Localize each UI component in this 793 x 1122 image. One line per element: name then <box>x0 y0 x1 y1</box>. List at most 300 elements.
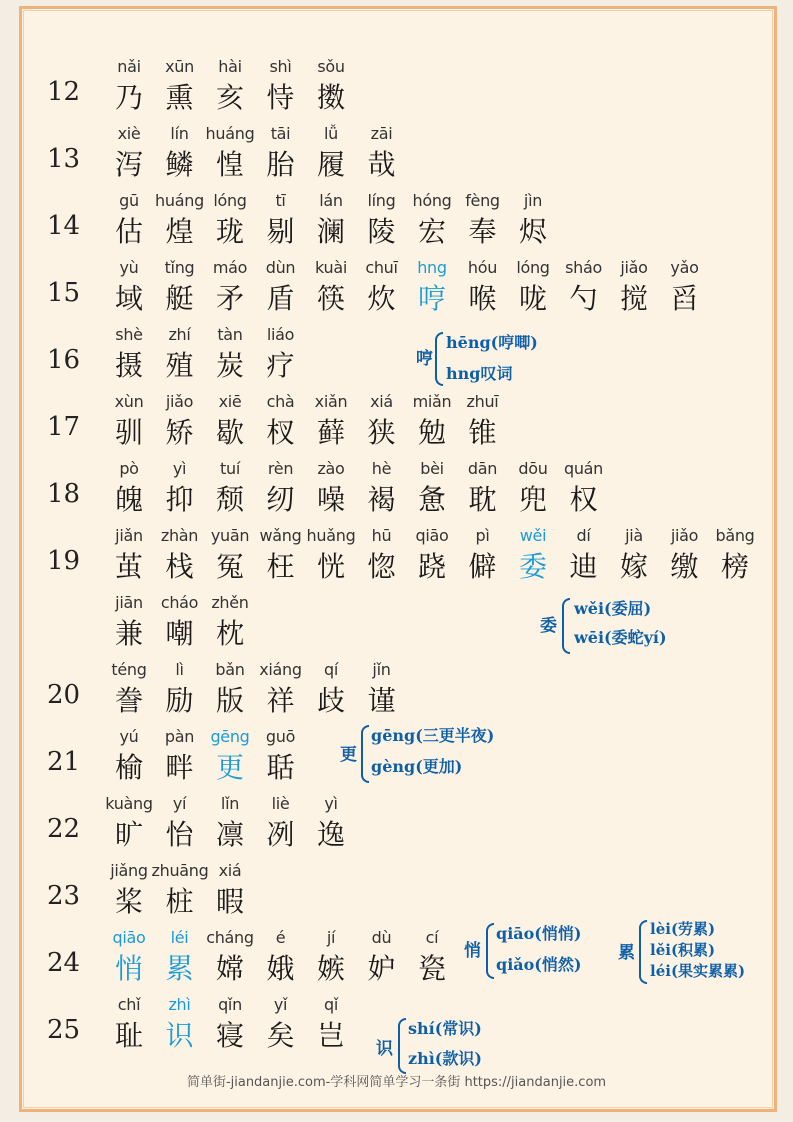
character-item <box>101 995 157 1055</box>
pinyin: wǎng <box>259 526 302 545</box>
hanzi: 泻 <box>114 148 143 181</box>
pinyin: qí <box>323 660 338 679</box>
pinyin: cí <box>425 928 439 947</box>
pinyin: kuài <box>315 258 347 277</box>
hanzi: 凛 <box>215 818 244 851</box>
note-brace <box>639 920 647 984</box>
hanzi: 耻 <box>114 1019 143 1052</box>
hanzi: 耽 <box>468 483 497 516</box>
character-item <box>354 459 410 519</box>
pinyin: é <box>275 928 286 947</box>
pinyin: cháng <box>206 928 254 947</box>
hanzi: 颓 <box>215 483 244 516</box>
character-item <box>253 526 309 586</box>
hanzi: 谨 <box>367 684 396 717</box>
pinyin: qiāo <box>112 928 146 947</box>
hanzi: 乃 <box>114 81 143 114</box>
lesson-row <box>0 794 793 858</box>
pinyin: guō <box>265 727 296 746</box>
character-item <box>253 995 309 1055</box>
hanzi: 跷 <box>417 550 446 583</box>
note-geng <box>340 721 530 781</box>
character-item <box>202 57 258 117</box>
note-line: gèng(更加) <box>371 757 463 776</box>
character-item <box>101 191 157 251</box>
character-item <box>202 861 258 921</box>
hanzi: 勉 <box>417 416 446 449</box>
character-item <box>455 459 511 519</box>
hanzi: 炊 <box>367 282 396 315</box>
pinyin: dùn <box>265 258 296 277</box>
pinyin: lǚ <box>324 124 338 143</box>
lesson-row <box>0 191 793 255</box>
hanzi: 嫦 <box>215 952 244 985</box>
character-item <box>202 660 258 720</box>
character-item <box>303 660 359 720</box>
lesson-row <box>0 258 793 322</box>
polyphone-character <box>152 928 208 988</box>
hanzi: 桩 <box>165 885 194 918</box>
pinyin: miǎn <box>412 392 452 411</box>
pinyin: xùn <box>114 392 144 411</box>
pinyin: gēng <box>210 727 250 746</box>
character-item <box>606 258 662 318</box>
pinyin: lín <box>170 124 189 143</box>
note-line: wěi(委屈) <box>574 599 652 618</box>
pinyin: sǒu <box>317 57 345 76</box>
hanzi: 僻 <box>468 550 497 583</box>
pinyin: qǐ <box>323 995 338 1014</box>
note-line: qiǎo(悄然) <box>496 955 582 974</box>
note-line: lèi(劳累) <box>650 920 716 938</box>
character-item <box>152 727 208 787</box>
hanzi: 喉 <box>468 282 497 315</box>
hanzi: 矣 <box>266 1019 295 1052</box>
character-item <box>303 526 359 586</box>
pinyin: xiáng <box>259 660 302 679</box>
character-item <box>101 861 157 921</box>
character-item <box>303 191 359 251</box>
pinyin: xiá <box>218 861 242 880</box>
note-brace <box>361 725 369 783</box>
character-item <box>152 526 208 586</box>
hanzi: 悄 <box>114 952 143 985</box>
note-line: hng叹词 <box>446 364 513 383</box>
pinyin: dān <box>467 459 498 478</box>
hanzi: 惫 <box>417 483 446 516</box>
character-item <box>404 928 460 988</box>
pinyin: líng <box>367 191 396 210</box>
character-item <box>354 928 410 988</box>
pinyin: jiǎng <box>110 861 148 880</box>
character-item <box>606 526 662 586</box>
hanzi: 煌 <box>165 215 194 248</box>
pinyin: yuān <box>210 526 250 545</box>
character-item <box>455 392 511 452</box>
note-qiao <box>464 918 614 980</box>
pinyin: hè <box>371 459 392 478</box>
hanzi: 枕 <box>215 617 244 650</box>
hanzi: 奉 <box>468 215 497 248</box>
hanzi: 誊 <box>114 684 143 717</box>
hanzi: 艇 <box>165 282 194 315</box>
hanzi: 妒 <box>367 952 396 985</box>
hanzi: 胎 <box>266 148 295 181</box>
pinyin: cháo <box>160 593 199 612</box>
character-item <box>354 660 410 720</box>
hanzi: 域 <box>114 282 143 315</box>
character-item <box>354 191 410 251</box>
note-key: 委 <box>540 616 557 636</box>
pinyin: yú <box>119 727 139 746</box>
hanzi: 冤 <box>215 550 244 583</box>
character-item <box>152 794 208 854</box>
pinyin: hóu <box>467 258 498 277</box>
hanzi: 栈 <box>165 550 194 583</box>
hanzi: 鳞 <box>165 148 194 181</box>
pinyin: jià <box>625 526 643 545</box>
hanzi: 澜 <box>316 215 345 248</box>
pinyin: liáo <box>266 325 295 344</box>
hanzi: 哉 <box>367 148 396 181</box>
character-item <box>303 459 359 519</box>
character-item <box>707 526 763 586</box>
hanzi: 榜 <box>720 550 749 583</box>
hanzi: 嘲 <box>165 617 194 650</box>
pinyin: zhì <box>168 995 191 1014</box>
hanzi: 恃 <box>266 81 295 114</box>
pinyin: shè <box>115 325 143 344</box>
character-item <box>657 258 713 318</box>
hanzi: 版 <box>215 684 244 717</box>
pinyin: hóng <box>412 191 452 210</box>
hanzi: 委 <box>518 550 547 583</box>
pinyin: zhuāng <box>151 861 209 880</box>
pinyin: kuàng <box>105 794 153 813</box>
hanzi: 冽 <box>266 818 295 851</box>
pinyin: gū <box>119 191 139 210</box>
character-item <box>455 526 511 586</box>
character-item <box>253 258 309 318</box>
character-item <box>354 124 410 184</box>
hanzi: 更 <box>215 751 244 784</box>
character-item <box>101 392 157 452</box>
note-wei <box>540 594 700 654</box>
hanzi: 兜 <box>518 483 547 516</box>
hanzi: 擞 <box>316 81 345 114</box>
character-item <box>455 258 511 318</box>
hanzi: 累 <box>165 952 194 985</box>
pinyin: hū <box>371 526 392 545</box>
pinyin: dí <box>576 526 591 545</box>
hanzi: 歧 <box>316 684 345 717</box>
hanzi: 熏 <box>165 81 194 114</box>
hanzi: 哼 <box>417 282 446 315</box>
pinyin: yì <box>324 794 338 813</box>
hanzi: 摄 <box>114 349 143 382</box>
hanzi: 怡 <box>165 818 194 851</box>
lesson-number: 17 <box>47 412 81 442</box>
hanzi: 狭 <box>367 416 396 449</box>
pinyin: lǐn <box>220 794 240 813</box>
hanzi: 宏 <box>417 215 446 248</box>
character-item <box>303 57 359 117</box>
character-item <box>202 325 258 385</box>
pinyin: zào <box>317 459 345 478</box>
hanzi: 藓 <box>316 416 345 449</box>
lesson-number: 20 <box>47 680 81 710</box>
hanzi: 励 <box>165 684 194 717</box>
hanzi: 榆 <box>114 751 143 784</box>
character-item <box>455 191 511 251</box>
hanzi: 权 <box>569 483 598 516</box>
lesson-number: 25 <box>47 1015 81 1045</box>
polyphone-character <box>152 995 208 1055</box>
character-item <box>152 191 208 251</box>
lesson-number: 24 <box>47 948 81 978</box>
pinyin: yǎo <box>670 258 699 277</box>
pinyin: zhuī <box>466 392 499 411</box>
note-brace <box>435 332 443 386</box>
character-item <box>202 593 258 653</box>
character-item <box>202 258 258 318</box>
character-item <box>202 124 258 184</box>
character-item <box>253 392 309 452</box>
hanzi: 殖 <box>165 349 194 382</box>
hanzi: 识 <box>165 1019 194 1052</box>
hanzi: 搅 <box>619 282 648 315</box>
pinyin: bǎng <box>715 526 755 545</box>
hanzi: 珑 <box>215 215 244 248</box>
character-item <box>657 526 713 586</box>
hanzi: 矛 <box>215 282 244 315</box>
character-item <box>303 794 359 854</box>
character-item <box>303 995 359 1055</box>
lesson-row <box>0 325 793 389</box>
pinyin: bǎn <box>215 660 245 679</box>
pinyin: yù <box>119 258 139 277</box>
pinyin: lán <box>319 191 343 210</box>
polyphone-character <box>202 727 258 787</box>
hanzi: 嫁 <box>619 550 648 583</box>
hanzi: 盾 <box>266 282 295 315</box>
note-brace <box>562 598 570 654</box>
note-line: qiāo(悄悄) <box>496 924 582 943</box>
pinyin: zhěn <box>211 593 249 612</box>
hanzi: 迪 <box>569 550 598 583</box>
polyphone-character <box>404 258 460 318</box>
pinyin: lì <box>175 660 184 679</box>
hanzi: 履 <box>316 148 345 181</box>
note-key: 悄 <box>464 941 481 961</box>
character-item <box>101 727 157 787</box>
character-item <box>404 526 460 586</box>
hanzi: 剔 <box>266 215 295 248</box>
pinyin: jiǎo <box>670 526 699 545</box>
pinyin: qǐn <box>218 995 242 1014</box>
character-item <box>253 660 309 720</box>
lesson-number: 15 <box>47 278 81 308</box>
note-key: 累 <box>618 943 635 963</box>
lesson-number: 12 <box>47 77 81 107</box>
hanzi: 枉 <box>266 550 295 583</box>
note-line: shí(常识) <box>408 1019 482 1038</box>
note-lei <box>618 916 778 986</box>
character-item <box>101 258 157 318</box>
hanzi: 估 <box>114 215 143 248</box>
pinyin: huáng <box>205 124 255 143</box>
lesson-number: 18 <box>47 479 81 509</box>
character-item <box>404 191 460 251</box>
hanzi: 炭 <box>215 349 244 382</box>
hanzi: 寝 <box>215 1019 244 1052</box>
lesson-number: 23 <box>47 881 81 911</box>
hanzi: 岂 <box>316 1019 345 1052</box>
note-brace <box>486 923 494 979</box>
pinyin: tāi <box>270 124 291 143</box>
pinyin: wěi <box>519 526 547 545</box>
character-item <box>505 191 561 251</box>
character-item <box>253 124 309 184</box>
lesson-number: 13 <box>47 144 81 174</box>
hanzi: 褐 <box>367 483 396 516</box>
hanzi: 筷 <box>316 282 345 315</box>
hanzi: 驯 <box>114 416 143 449</box>
pinyin: jiǎo <box>165 392 194 411</box>
hanzi: 茧 <box>114 550 143 583</box>
character-item <box>253 794 309 854</box>
character-item <box>253 57 309 117</box>
pinyin: jìn <box>523 191 543 210</box>
hanzi: 桨 <box>114 885 143 918</box>
pinyin: fèng <box>465 191 500 210</box>
pinyin: qiāo <box>415 526 449 545</box>
lesson-row <box>0 660 793 724</box>
character-item <box>101 325 157 385</box>
lesson-number: 21 <box>47 747 81 777</box>
note-line: gēng(三更半夜) <box>371 726 495 745</box>
pinyin: jiǎo <box>620 258 648 277</box>
pinyin: tuí <box>220 459 240 478</box>
hanzi: 锥 <box>468 416 497 449</box>
character-item <box>152 258 208 318</box>
hanzi: 烬 <box>518 215 547 248</box>
pinyin: huǎng <box>306 526 356 545</box>
note-key: 哼 <box>416 349 433 369</box>
pinyin: tī <box>275 191 286 210</box>
pinyin: pàn <box>164 727 195 746</box>
hanzi: 舀 <box>670 282 699 315</box>
polyphone-character <box>505 526 561 586</box>
lesson-row <box>0 459 793 523</box>
character-item <box>202 995 258 1055</box>
character-item <box>303 392 359 452</box>
note-line: zhì(款识) <box>408 1049 482 1068</box>
pinyin: xūn <box>165 57 194 76</box>
hanzi: 纫 <box>266 483 295 516</box>
pinyin: rèn <box>267 459 294 478</box>
polyphone-character <box>101 928 157 988</box>
pinyin: hng <box>417 258 447 277</box>
character-item <box>101 526 157 586</box>
hanzi: 惚 <box>367 550 396 583</box>
character-item <box>202 794 258 854</box>
hanzi: 聒 <box>266 751 295 784</box>
hanzi: 畔 <box>165 751 194 784</box>
character-item <box>202 526 258 586</box>
character-item <box>152 325 208 385</box>
pinyin: chà <box>266 392 295 411</box>
character-item <box>354 258 410 318</box>
character-item <box>505 258 561 318</box>
character-item <box>152 660 208 720</box>
character-item <box>101 57 157 117</box>
character-item <box>556 258 612 318</box>
hanzi: 嫉 <box>316 952 345 985</box>
character-item <box>556 459 612 519</box>
pinyin: tǐng <box>164 258 195 277</box>
hanzi: 矫 <box>165 416 194 449</box>
note-line: léi(果实累累) <box>650 962 746 980</box>
character-item <box>202 392 258 452</box>
note-brace <box>398 1018 406 1074</box>
character-item <box>202 459 258 519</box>
hanzi: 逸 <box>316 818 345 851</box>
pinyin: léi <box>170 928 189 947</box>
note-line: lěi(积累) <box>650 941 716 959</box>
pinyin: jiǎn <box>115 526 143 545</box>
hanzi: 缴 <box>670 550 699 583</box>
hanzi: 魄 <box>114 483 143 516</box>
character-item <box>354 392 410 452</box>
character-item <box>101 660 157 720</box>
note-shi <box>376 1014 506 1074</box>
character-item <box>303 258 359 318</box>
pinyin: dù <box>371 928 392 947</box>
character-item <box>152 124 208 184</box>
pinyin: chuī <box>365 258 398 277</box>
character-item <box>152 57 208 117</box>
hanzi: 抑 <box>165 483 194 516</box>
hanzi: 勺 <box>569 282 598 315</box>
pinyin: tàn <box>217 325 243 344</box>
pinyin: bèi <box>420 459 444 478</box>
pinyin: sháo <box>565 258 602 277</box>
pinyin: huáng <box>155 191 204 210</box>
lesson-row <box>0 526 793 590</box>
pinyin: yì <box>172 459 187 478</box>
pinyin: chǐ <box>117 995 141 1014</box>
pinyin: pò <box>119 459 139 478</box>
pinyin: xiá <box>370 392 393 411</box>
lesson-row <box>0 124 793 188</box>
hanzi: 娥 <box>266 952 295 985</box>
note-heng <box>416 328 566 388</box>
character-item <box>253 928 309 988</box>
note-key: 更 <box>340 745 357 765</box>
character-item <box>404 459 460 519</box>
lesson-number: 22 <box>47 814 81 844</box>
character-item <box>253 191 309 251</box>
pinyin: dōu <box>518 459 548 478</box>
hanzi: 疗 <box>266 349 295 382</box>
character-item <box>152 459 208 519</box>
lesson-number: 14 <box>47 211 81 241</box>
pinyin: quán <box>563 459 604 478</box>
character-item <box>253 459 309 519</box>
character-item <box>152 593 208 653</box>
character-item <box>202 928 258 988</box>
